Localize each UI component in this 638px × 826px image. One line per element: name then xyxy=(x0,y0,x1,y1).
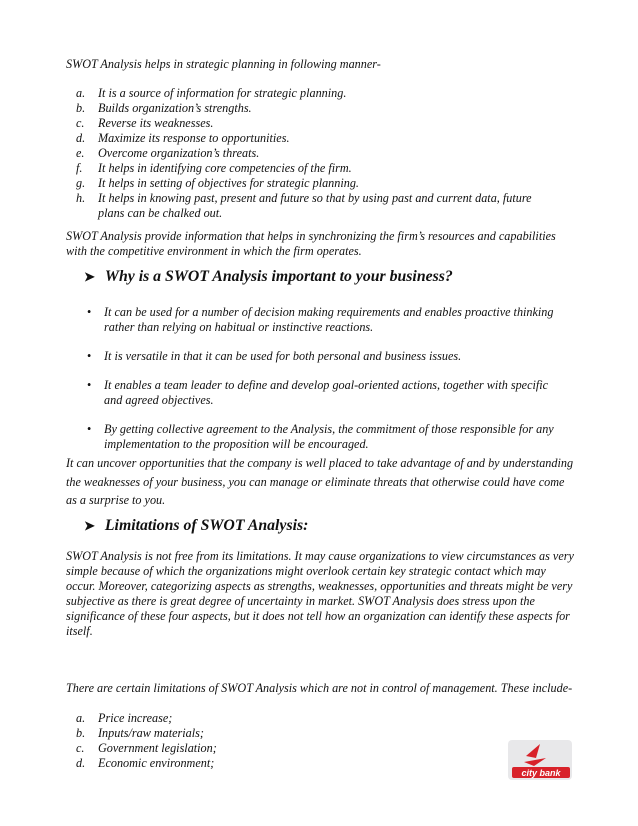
planning-list xyxy=(76,86,546,221)
list-marker: c. xyxy=(76,741,85,755)
list-item xyxy=(84,349,564,364)
importance-bullets xyxy=(84,305,564,452)
list-item xyxy=(76,161,546,176)
intro-text: SWOT Analysis helps in strategic planning in following manner- xyxy=(66,57,381,71)
list-item-text: It enables a team leader to define and develop goal-oriented actions, together with specific and agreed objectives. xyxy=(104,378,549,407)
list-item xyxy=(76,711,546,726)
list-item-text: It is a source of information for strategic planning. xyxy=(98,86,347,100)
list-item xyxy=(76,741,546,756)
bullet-dot-icon: • xyxy=(87,305,92,319)
synchronizing-paragraph: SWOT Analysis provide information that helps in synchronizing the firm’s resources and capabilities with the competitive environment in which the firm operates. xyxy=(66,229,556,258)
opportunities-paragraph: It can uncover opportunities that the company is well placed to take advantage of and by understanding the weaknesses of your business, you can manage or eliminate threats that otherwise could have come as a surprise to you. xyxy=(66,456,574,507)
list-item-text: Builds organization’s strengths. xyxy=(98,101,252,115)
list-marker: f. xyxy=(76,161,83,175)
list-marker: g. xyxy=(76,176,86,190)
list-item xyxy=(76,191,546,221)
list-item xyxy=(84,378,564,408)
bullet-dot-icon: • xyxy=(87,422,92,436)
list-item xyxy=(76,146,546,161)
arrow-right-icon: ➤ xyxy=(84,518,95,533)
list-marker: d. xyxy=(76,131,86,145)
list-item-text: Reverse its weaknesses. xyxy=(98,116,214,130)
bullet-dot-icon: • xyxy=(87,349,92,363)
section-heading-limitations xyxy=(84,518,308,533)
logo-text: city bank xyxy=(521,768,561,778)
uncontrollable-limitations-paragraph: There are certain limitations of SWOT Analysis which are not in control of management. These include- xyxy=(66,681,573,695)
limitations-list xyxy=(76,711,546,771)
list-item xyxy=(76,176,546,191)
list-item-text: By getting collective agreement to the Analysis, the commitment of those responsible for any implementation to the proposition will be encouraged. xyxy=(104,422,554,451)
list-item-text: It helps in knowing past, present and future so that by using past and current data, future plans can be chalked out. xyxy=(98,191,532,220)
section-heading-importance xyxy=(84,269,453,284)
list-item xyxy=(76,86,546,101)
list-item-text: Overcome organization’s threats. xyxy=(98,146,260,160)
list-item-text: It helps in setting of objectives for strategic planning. xyxy=(98,176,359,190)
heading-text: Limitations of SWOT Analysis: xyxy=(104,517,309,534)
list-item-text: It is versatile in that it can be used for both personal and business issues. xyxy=(104,349,462,363)
list-marker: c. xyxy=(76,116,85,130)
list-item-text: It helps in identifying core competencies of the firm. xyxy=(98,161,352,175)
arrow-right-icon: ➤ xyxy=(84,269,95,284)
list-item xyxy=(76,756,546,771)
list-item-text: Maximize its response to opportunities. xyxy=(98,131,290,145)
list-item xyxy=(76,726,546,741)
list-marker: d. xyxy=(76,756,86,770)
list-marker: b. xyxy=(76,726,86,740)
limitations-paragraph: SWOT Analysis is not free from its limitations. It may cause organizations to view circumstances as very simple because of which the organizations might overlook certain key strategic contact which may occur. Moreover, categorizing aspects as strengths, weaknesses, opportunities and threats might be very subjective as there is great degree of uncertainty in market. SWOT Analysis does stress upon the significance of these four aspects, but it does not tell how an organization can identify these aspects for itself. xyxy=(66,549,574,638)
list-item-text: Government legislation; xyxy=(98,741,217,755)
list-item xyxy=(76,116,546,131)
list-marker: a. xyxy=(76,711,86,725)
list-item xyxy=(84,305,564,335)
list-item xyxy=(76,101,546,116)
bullet-dot-icon: • xyxy=(87,378,92,392)
list-item-text: Price increase; xyxy=(98,711,173,725)
city-bank-logo xyxy=(506,738,588,790)
heading-text: Why is a SWOT Analysis important to your business? xyxy=(104,268,453,285)
list-marker: e. xyxy=(76,146,85,160)
list-marker: a. xyxy=(76,86,86,100)
list-item xyxy=(76,131,546,146)
list-item-text: Inputs/raw materials; xyxy=(98,726,204,740)
list-marker: b. xyxy=(76,101,86,115)
list-item-text: Economic environment; xyxy=(98,756,215,770)
list-item xyxy=(84,422,564,452)
list-marker: h. xyxy=(76,191,86,205)
list-item-text: It can be used for a number of decision making requirements and enables proactive thinking rather than relying on habitual or instinctive reactions. xyxy=(104,305,554,334)
